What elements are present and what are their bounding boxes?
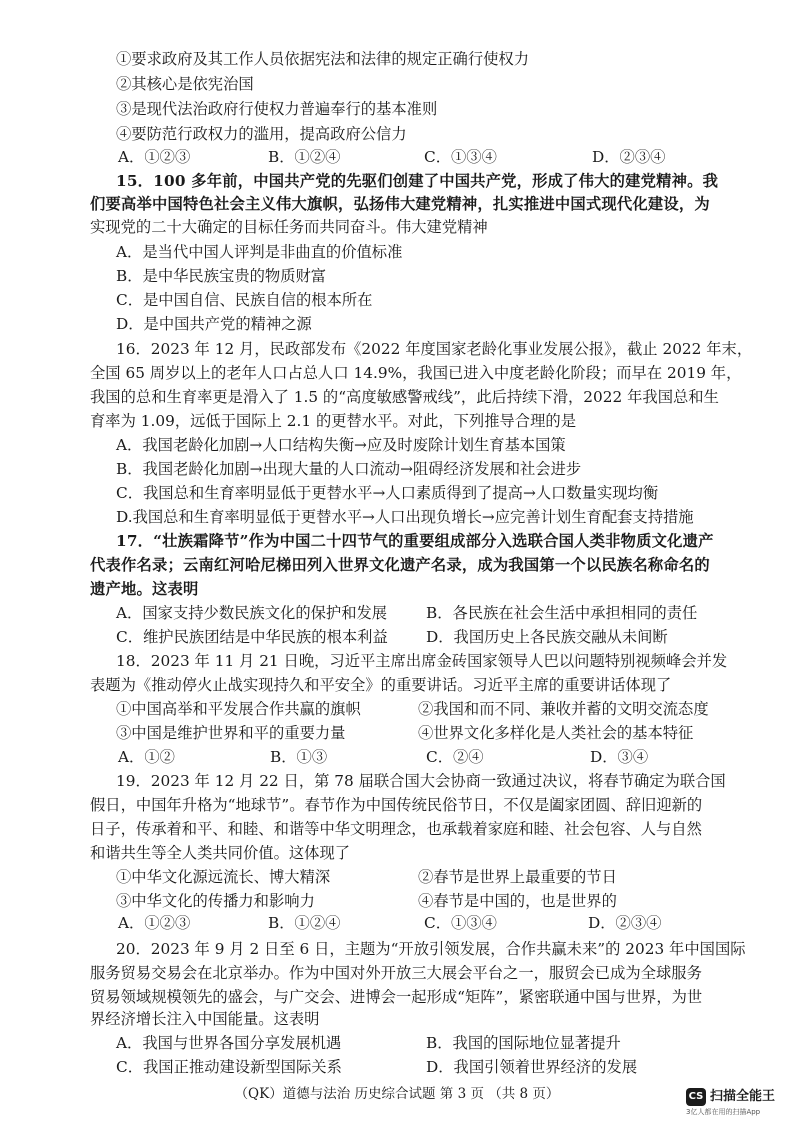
q15-option-d: D．是中国共产党的精神之源 — [116, 315, 312, 333]
q18-option-a: A．①② — [118, 748, 175, 766]
q18-item-3: ③中国是维护世界和平的重要力量 — [116, 724, 346, 742]
q19-item-4: ④春节是中国的，也是世界的 — [418, 892, 617, 910]
q20-option-c: C．我国正推动建设新型国际关系 — [116, 1058, 342, 1076]
q18-option-c: C．②④ — [426, 748, 484, 766]
q19-item-2: ②春节是世界上最重要的节日 — [418, 868, 617, 886]
q18-item-2: ②我国和而不同、兼收并蓄的文明交流态度 — [418, 700, 709, 718]
q14-item-1: ①要求政府及其工作人员依据宪法和法律的规定正确行使权力 — [116, 50, 530, 68]
page-footer: （QK）道德与法治 历史综合试题 第 3 页 （共 8 页） — [234, 1086, 560, 1102]
q15-stem-line-1: 15．100 多年前，中国共产党的先驱们创建了中国共产党，形成了伟大的建党精神。我 — [116, 172, 719, 190]
q17-option-d: D．我国历史上各民族交融从未间断 — [426, 628, 668, 646]
q20-option-d: D．我国引领着世界经济的发展 — [426, 1058, 638, 1076]
q16-option-c: C．我国总和生育率明显低于更替水平→人口素质得到了提高→人口数量实现均衡 — [116, 484, 659, 502]
scanner-watermark — [686, 1088, 790, 1118]
q19-option-b: B．①②④ — [268, 914, 341, 932]
q14-item-4: ④要防范行政权力的滥用，提高政府公信力 — [116, 125, 407, 143]
q16-option-b: B．我国老龄化加剧→出现大量的人口流动→阻碍经济发展和社会进步 — [116, 460, 582, 478]
q18-option-b: B．①③ — [270, 748, 328, 766]
q20-stem-line-1: 20．2023 年 9 月 2 日至 6 日，主题为“开放引领发展，合作共赢未来”的 2023 年中国国际 — [116, 940, 746, 958]
q15-option-b: B．是中华民族宝贵的物质财富 — [116, 267, 327, 285]
q16-option-a: A．我国老龄化加剧→人口结构失衡→应及时废除计划生育基本国策 — [116, 436, 566, 454]
q14-item-3: ③是现代法治政府行使权力普遍奉行的基本准则 — [116, 100, 438, 118]
q18-item-1: ①中国高举和平发展合作共赢的旗帜 — [116, 700, 361, 718]
q19-item-3: ③中华文化的传播力和影响力 — [116, 892, 315, 910]
q19-stem-line-1: 19．2023 年 12 月 22 日，第 78 届联合国大会协商一致通过决议，将春节确定为联合国 — [116, 772, 726, 790]
q16-option-d: D.我国总和生育率明显低于更替水平→人口出现负增长→应完善计划生育配套支持措施 — [116, 508, 694, 526]
q18-stem-line-2: 表题为《推动停火止战实现持久和平安全》的重要讲话。习近平主席的重要讲话体现了 — [90, 676, 672, 694]
q18-stem-line-1: 18．2023 年 11 月 21 日晚，习近平主席出席金砖国家领导人巴以问题特别视频峰会并发 — [116, 652, 728, 670]
q19-option-d: D．②③④ — [588, 914, 662, 932]
q20-option-b: B．我国的国际地位显著提升 — [426, 1034, 621, 1052]
q20-stem-line-2: 服务贸易交易会在北京举办。作为中国对外开放三大展会平台之一，服贸会已成为全球服务 — [90, 964, 702, 982]
q16-stem-line-3: 我国的总和生育率更是滑入了 1.5 的“高度敏感警戒线”，此后持续下滑，2022 年我国总和生 — [90, 388, 719, 406]
q17-stem-line-2: 代表作名录；云南红河哈尼梯田列入世界文化遗产名录，成为我国第一个以民族名称命名的 — [90, 556, 710, 574]
q15-stem-line-3: 实现党的二十大确定的目标任务而共同奋斗。伟大建党精神 — [90, 218, 488, 236]
q16-stem-line-4: 育率为 1.09，远低于国际上 2.1 的更替水平。对此，下列推导合理的是 — [90, 412, 576, 430]
q17-stem-line-3: 遗产地。这表明 — [90, 580, 199, 598]
watermark-subtitle: 3亿人都在用的扫描App — [686, 1108, 761, 1116]
q15-option-c: C．是中国自信、民族自信的根本所在 — [116, 291, 373, 309]
q19-option-a: A．①②③ — [118, 914, 191, 932]
q17-option-a: A．国家支持少数民族文化的保护和发展 — [116, 604, 388, 622]
q19-stem-line-2: 假日，中国年升格为“地球节”。春节作为中国传统民俗节日，不仅是阖家团圆、辞旧迎新的 — [90, 796, 703, 814]
watermark-name: 扫描全能王 — [710, 1089, 776, 1104]
q14-option-a: A．①②③ — [118, 148, 191, 166]
q20-stem-line-3: 贸易领域规模领先的盛会，与广交会、进博会一起形成“矩阵”，紧密联通中国与世界，为世 — [90, 988, 703, 1006]
q19-stem-line-3: 日子，传承着和平、和睦、和谐等中华文明理念，也承载着家庭和睦、社会包容、人与自然 — [90, 820, 702, 838]
q19-stem-line-4: 和谐共生等全人类共同价值。这体现了 — [90, 844, 351, 862]
q15-option-a: A．是当代中国人评判是非曲直的价值标准 — [116, 243, 403, 261]
q14-option-c: C．①③④ — [424, 148, 497, 166]
q18-option-d: D．③④ — [590, 748, 649, 766]
q16-stem-line-1: 16．2023 年 12 月，民政部发布《2022 年度国家老龄化事业发展公报》，截止 2022 年末， — [116, 340, 753, 358]
q14-option-b: B．①②④ — [268, 148, 341, 166]
q20-stem-line-4: 界经济增长注入中国能量。这表明 — [90, 1010, 320, 1028]
q19-item-1: ①中华文化源远流长、博大精深 — [116, 868, 331, 886]
q18-item-4: ④世界文化多样化是人类社会的基本特征 — [418, 724, 694, 742]
q17-option-b: B．各民族在社会生活中承担相同的责任 — [426, 604, 698, 622]
q17-option-c: C．维护民族团结是中华民族的根本利益 — [116, 628, 388, 646]
q20-option-a: A．我国与世界各国分享发展机遇 — [116, 1034, 342, 1052]
q17-stem-line-1: 17．“壮族霜降节”作为中国二十四节气的重要组成部分入选联合国人类非物质文化遗产 — [116, 532, 714, 550]
camscanner-logo-icon: CS — [686, 1088, 706, 1106]
q19-option-c: C．①③④ — [424, 914, 497, 932]
q15-stem-line-2: 们要高举中国特色社会主义伟大旗帜，弘扬伟大建党精神，扎实推进中国式现代化建设，为 — [90, 195, 710, 213]
q14-option-d: D．②③④ — [592, 148, 666, 166]
q16-stem-line-2: 全国 65 周岁以上的老年人口占总人口 14.9%，我国已进入中度老龄化阶段；而早在 2019 年， — [90, 364, 742, 382]
q14-item-2: ②其核心是依宪治国 — [116, 75, 254, 93]
